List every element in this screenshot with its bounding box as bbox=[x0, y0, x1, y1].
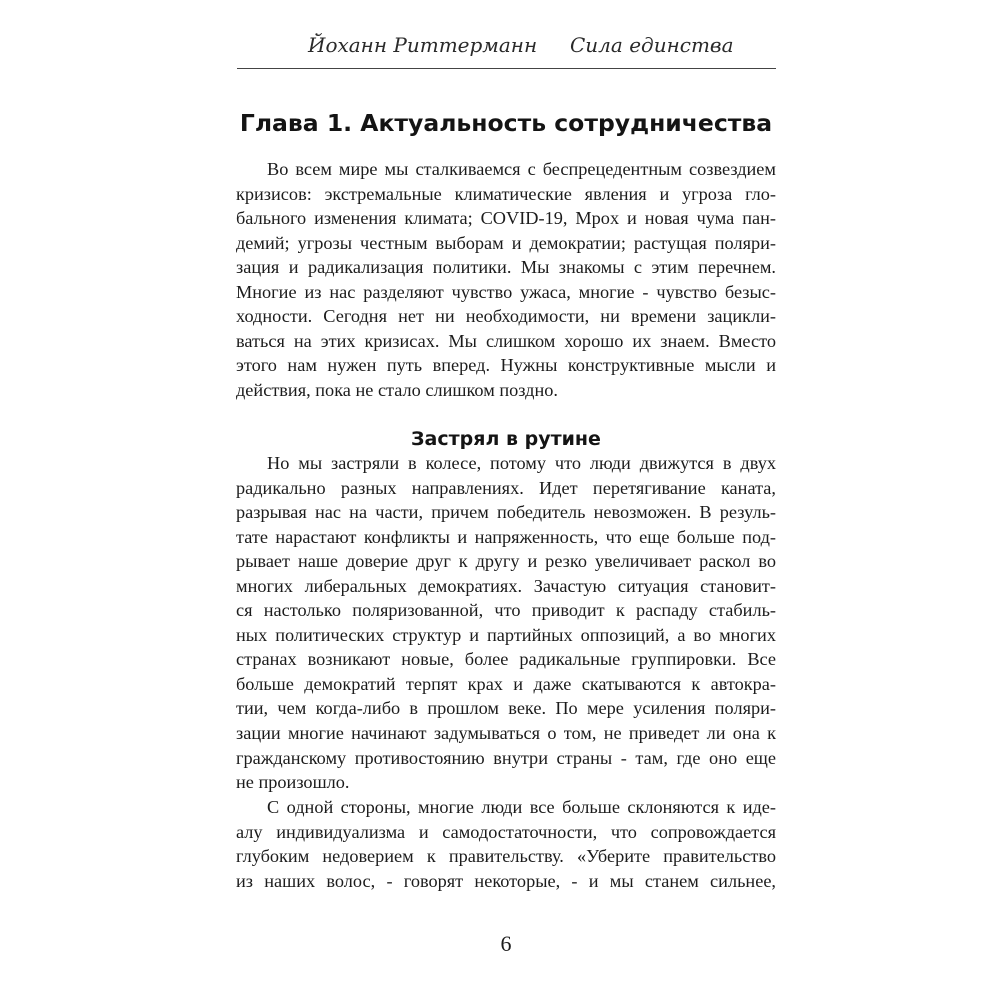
text-line: зации многие начинают задумываться о том, не приведет ли она к bbox=[236, 723, 776, 744]
text-line: рывает наше доверие друг к другу и резко увеличивает раскол во bbox=[236, 551, 776, 572]
text-line: Но мы застряли в колесе, потому что люди движутся в двух bbox=[267, 453, 776, 473]
text-line: разрывая нас на части, причем победитель невозможен. В резуль- bbox=[236, 502, 776, 523]
text-line: многих либеральных демократиях. Зачастую ситуация становит- bbox=[236, 575, 776, 596]
text-line: глубоким недоверием к правительству. «Уберите правительство bbox=[236, 846, 776, 867]
text-line: тате нарастают конфликты и напряженность, что еще больше под- bbox=[236, 526, 776, 547]
chapter-title: Глава 1. Актуальность сотрудничества bbox=[239, 109, 773, 137]
intro-paragraph bbox=[236, 157, 776, 402]
text-line: этого нам нужен путь вперед. Нужны конструктивные мысли и bbox=[236, 355, 776, 376]
text-line: ных политических структур и партийных оппозиций, а во многих bbox=[236, 624, 776, 645]
text-line: алу индивидуализма и самодостаточности, что сопровождается bbox=[236, 821, 776, 842]
text-line: демий; угрозы честным выборам и демократии; растущая поляри- bbox=[236, 232, 776, 253]
text-line: странах возникают новые, более радикальные группировки. Все bbox=[236, 649, 776, 670]
text-line: ваться на этих кризисах. Мы слишком хорошо их знаем. Вместо bbox=[236, 330, 776, 351]
text-line: ся настолько поляризованной, что приводит к распаду стабиль- bbox=[236, 600, 776, 621]
text-line: не произошло. bbox=[236, 772, 350, 793]
running-header bbox=[237, 32, 776, 72]
text-line: С одной стороны, многие люди все больше склоняются к иде- bbox=[267, 797, 776, 817]
page-number: 6 bbox=[500, 931, 512, 956]
text-line: ходности. Сегодня нет ни необходимости, ни времени зацикли- bbox=[236, 306, 776, 327]
text-line: бального изменения климата; COVID-19, Mpox и новая чума пан- bbox=[236, 208, 776, 229]
text-line: гражданскому противостоянию внутри страны - там, где оно еще bbox=[236, 747, 776, 768]
text-line: зация и радикализация политики. Мы знакомы с этим перечнем. bbox=[236, 257, 776, 278]
section-title: Застрял в рутине bbox=[411, 428, 601, 450]
text-line: из наших волос, - говорят некоторые, - и мы станем сильнее, bbox=[236, 870, 776, 891]
header-rule bbox=[237, 68, 776, 69]
section-paragraph-2 bbox=[236, 795, 776, 893]
text-line: кризисов: экстремальные климатические явления и угроза гло- bbox=[236, 183, 776, 204]
text-line: радикально разных направлениях. Идет перетягивание каната, bbox=[236, 477, 776, 498]
section-paragraph-1 bbox=[236, 451, 776, 795]
text-line: больше демократий терпят крах и даже скатываются к автокра- bbox=[236, 673, 776, 694]
text-line: действия, пока не стало слишком поздно. bbox=[236, 379, 558, 400]
text-line: тии, чем когда-либо в прошлом веке. По мере усиления поляри- bbox=[236, 698, 776, 719]
text-line: Во всем мире мы сталкиваемся с беспрецедентным созвездием bbox=[267, 159, 776, 179]
header-author: Йоханн Риттерманн bbox=[308, 33, 538, 57]
text-line: Многие из нас разделяют чувство ужаса, многие - чувство безыс- bbox=[236, 281, 776, 302]
header-book-title: Сила единства bbox=[570, 33, 734, 57]
